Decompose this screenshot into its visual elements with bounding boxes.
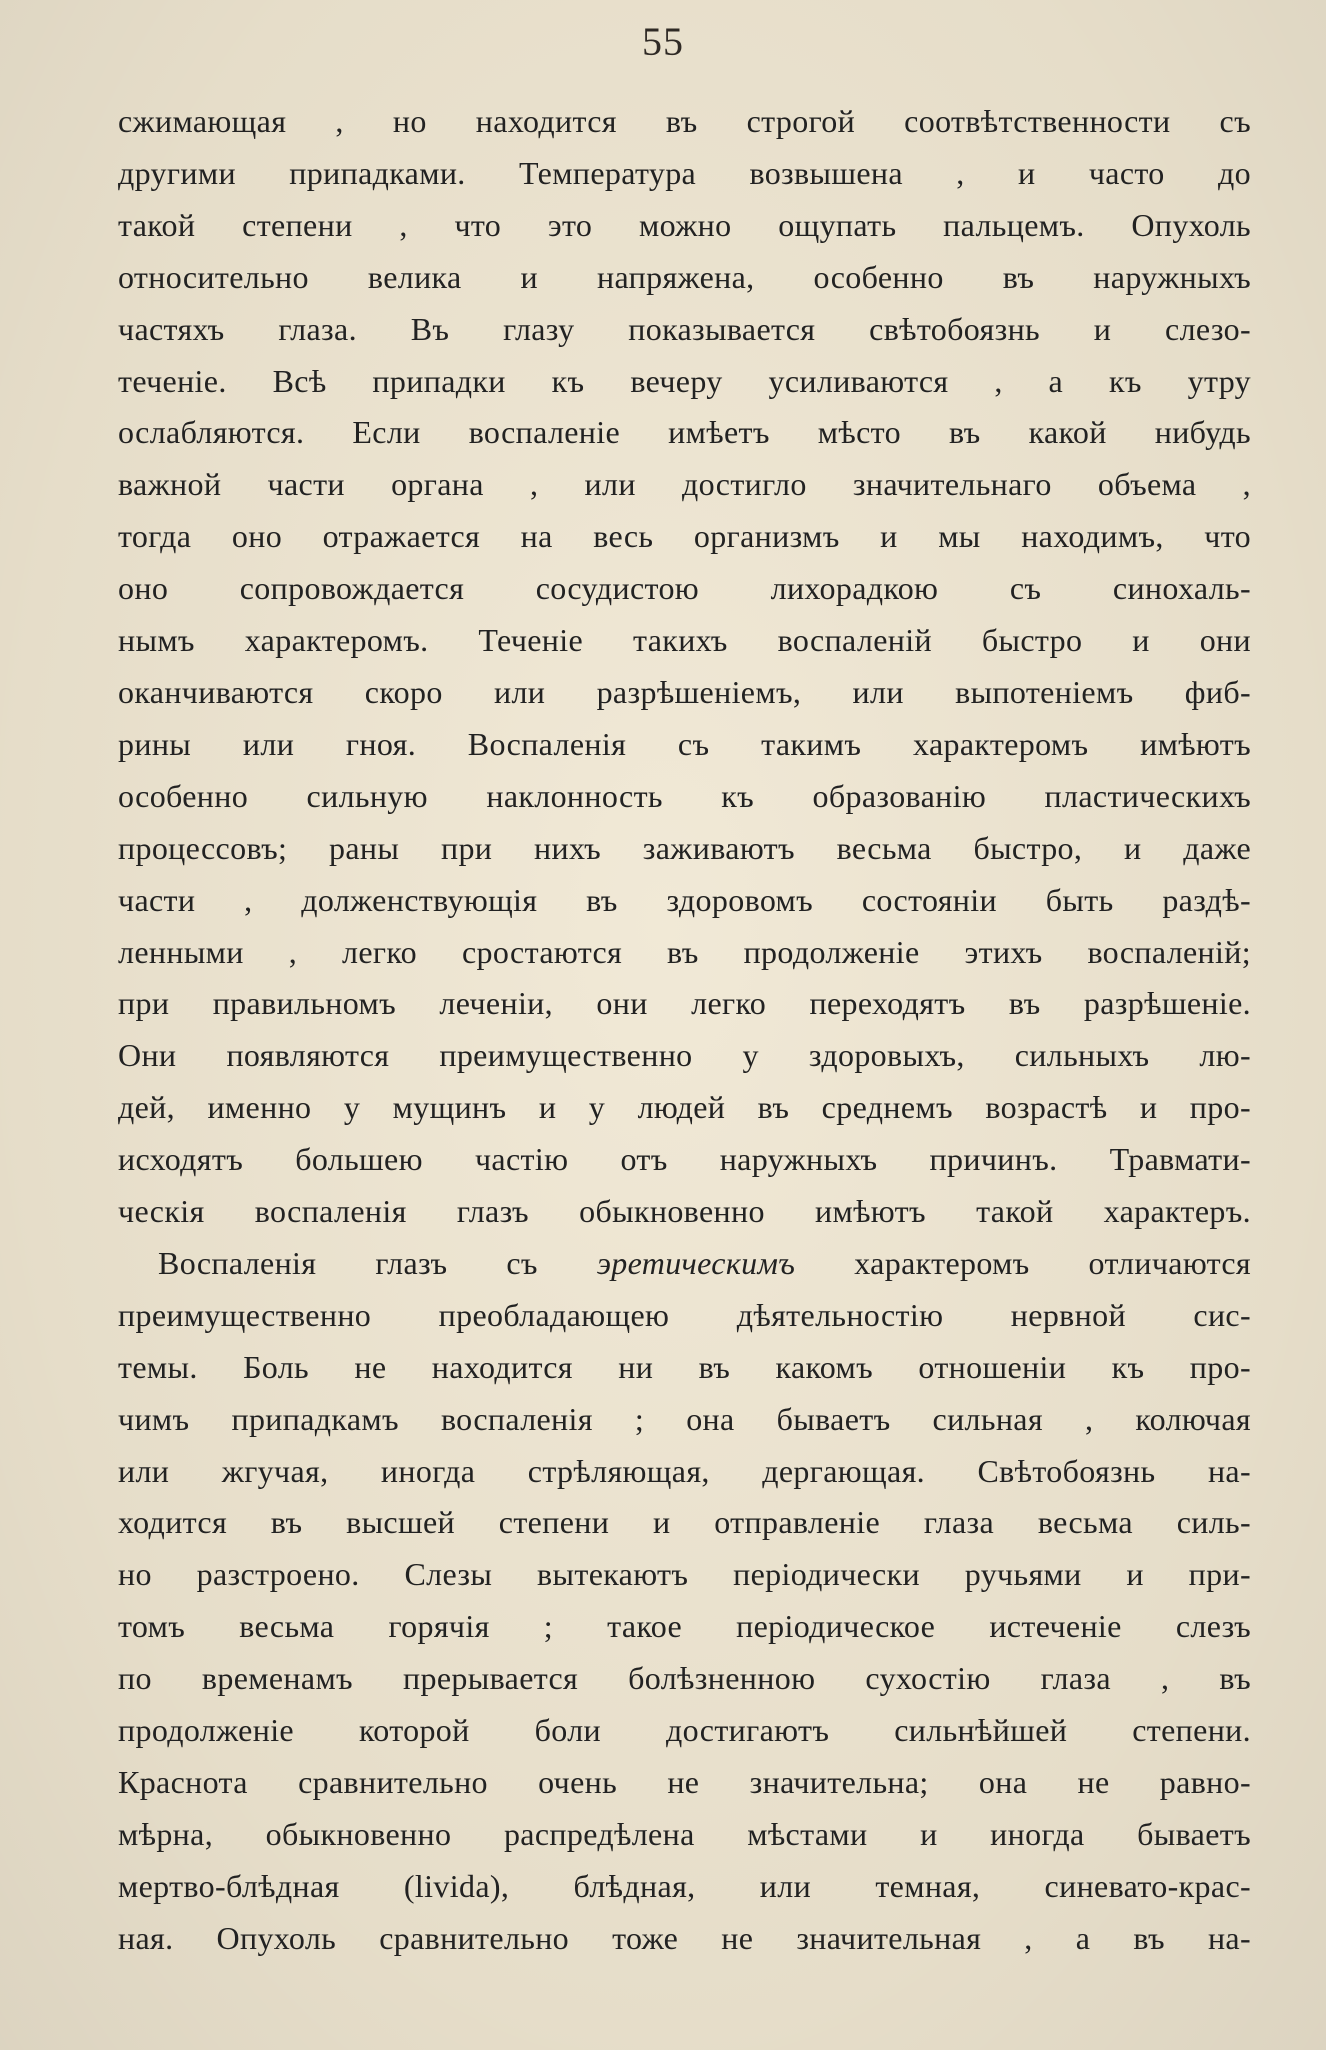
text-line: продолженіе которой боли достигаютъ сильнѣйшей степени. [118, 1712, 1251, 1749]
text-line: части , долженствующія въ здоровомъ состояніи быть раздѣ- [118, 881, 1251, 918]
paragraph-first-line [118, 1238, 1251, 1290]
text-line: Они появляются преимущественно у здоровыхъ, сильныхъ лю- [118, 1037, 1251, 1074]
text-line: или жгучая, иногда стрѣляющая, дергающая. Свѣтобоязнь на- [118, 1452, 1251, 1489]
paragraph-start-text: Воспаленія глазъ съ [158, 1244, 538, 1281]
text-line: такой степени , что это можно ощупать пальцемъ. Опухоль [118, 206, 1251, 243]
text-line: томъ весьма горячія ; такое періодическое истеченіе слезъ [118, 1608, 1251, 1645]
text-line: оканчиваются скоро или разрѣшеніемъ, или выпотеніемъ фиб- [118, 673, 1251, 710]
text-line: частяхъ глаза. Въ глазу показывается свѣтобоязнь и слезо- [118, 310, 1251, 347]
text-line: но разстроено. Слезы вытекаютъ періодически ручьями и при- [118, 1556, 1251, 1593]
text-line: темы. Боль не находится ни въ какомъ отношеніи къ про- [118, 1348, 1251, 1385]
text-line: при правильномъ леченіи, они легко переходятъ въ разрѣшеніе. [118, 985, 1251, 1022]
text-line: теченіе. Всѣ припадки къ вечеру усиливаются , а къ утру [118, 362, 1251, 399]
text-line: ослабляются. Если воспаленіе имѣетъ мѣсто въ какой нибудь [118, 414, 1251, 451]
italic-term: эретическимъ [596, 1244, 796, 1281]
text-line: мертво-блѣдная (livida), блѣдная, или темная, синевато-крас- [118, 1867, 1251, 1904]
body-text [118, 96, 1251, 1965]
text-line: чимъ припадкамъ воспаленія ; она бываетъ сильная , колючая [118, 1400, 1251, 1437]
page-number: 55 [642, 19, 684, 64]
text-line: ная. Опухоль сравнительно тоже не значительная , а въ на- [118, 1919, 1251, 1956]
text-line: тогда оно отражается на весь организмъ и мы находимъ, что [118, 518, 1251, 555]
text-line: относительно велика и напряжена, особенно въ наружныхъ [118, 258, 1251, 295]
text-line: оно сопровождается сосудистою лихорадкою съ синохаль- [118, 570, 1251, 607]
text-line: рины или гноя. Воспаленія съ такимъ характеромъ имѣютъ [118, 725, 1251, 762]
text-line: дей, именно у мущинъ и у людей въ среднемъ возрастѣ и про- [118, 1089, 1251, 1126]
paragraph-start-continuation: характеромъ отличаются [854, 1244, 1251, 1281]
text-line: ходится въ высшей степени и отправленіе глаза весьма силь- [118, 1504, 1251, 1541]
text-line: Краснота сравнительно очень не значительна; она не равно- [118, 1764, 1251, 1800]
text-line: другими припадками. Температура возвышена , и часто до [118, 154, 1251, 191]
text-line: важной части органа , или достигло значительнаго объема , [118, 466, 1251, 503]
text-line: особенно сильную наклонность къ образованію пластическихъ [118, 777, 1251, 814]
text-line: ческія воспаленія глазъ обыкновенно имѣютъ такой характеръ. [118, 1193, 1251, 1230]
text-line: исходятъ большею частію отъ наружныхъ причинъ. Травмати- [118, 1141, 1251, 1178]
text-line: нымъ характеромъ. Теченіе такихъ воспаленій быстро и они [118, 622, 1251, 659]
text-line: по временамъ прерывается болѣзненною сухостію глаза , въ [118, 1660, 1251, 1697]
text-line: мѣрна, обыкновенно распредѣлена мѣстами и иногда бываетъ [118, 1815, 1251, 1852]
text-line: преимущественно преобладающею дѣятельностію нервной сис- [118, 1296, 1251, 1333]
text-line: ленными , легко сростаются въ продолженіе этихъ воспаленій; [118, 933, 1251, 970]
text-line: процессовъ; раны при нихъ заживаютъ весьма быстро, и даже [118, 829, 1251, 866]
text-line: сжимающая , но находится въ строгой соотвѣтственности съ [118, 103, 1251, 139]
